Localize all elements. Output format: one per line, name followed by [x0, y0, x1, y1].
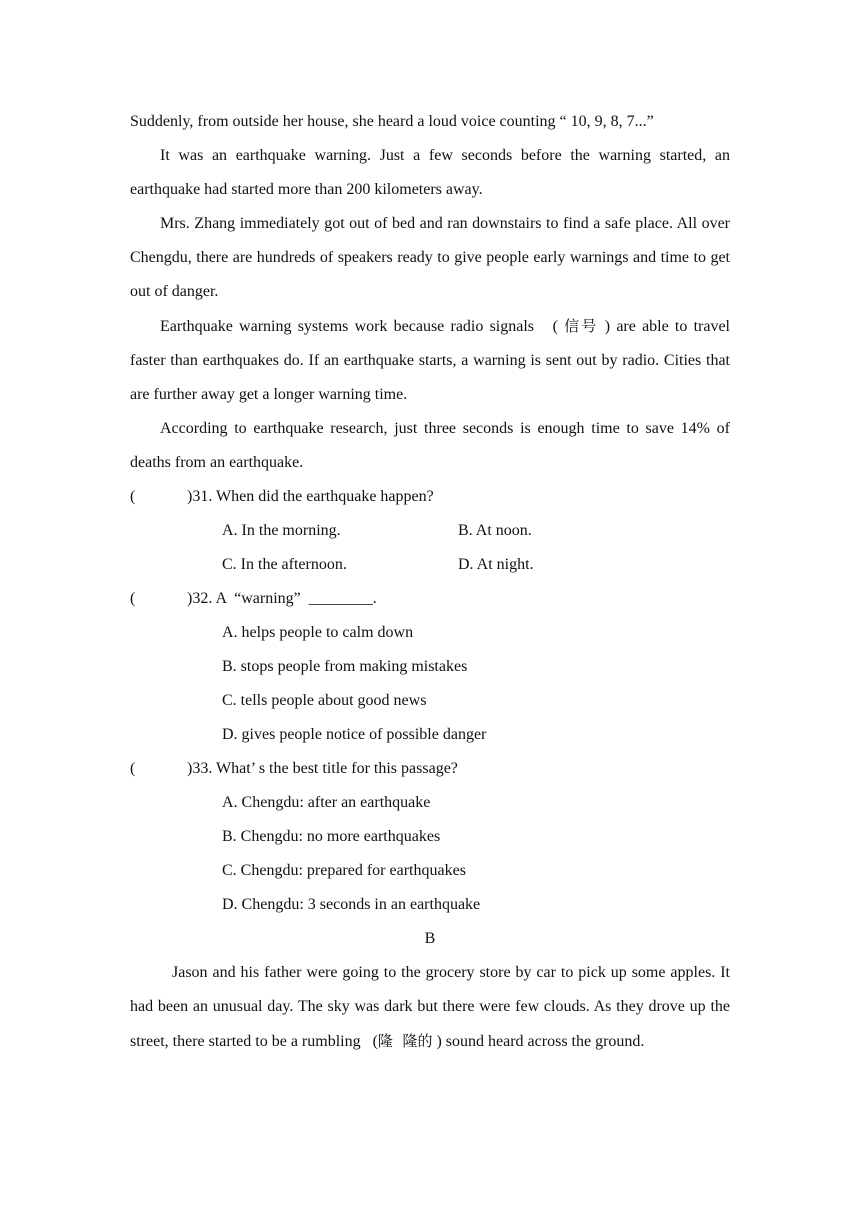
answer-blank[interactable]: ( — [130, 488, 136, 505]
question-31-options-row-2 — [130, 548, 730, 582]
question-31-options-row-1 — [130, 514, 730, 548]
passage-b-paragraph-1 — [130, 956, 730, 1059]
section-heading-b: B — [424, 930, 436, 947]
answer-blank[interactable]: ( — [130, 760, 136, 777]
option-b: B. stops people from making mistakes — [222, 658, 468, 675]
option-b: B. At noon. — [458, 522, 532, 539]
paragraph-b-text-end: ) sound heard across the ground. — [432, 1033, 645, 1050]
paragraph-4-text-start: Earthquake warning systems work because radio signals ( — [160, 318, 565, 335]
option-b: B. Chengdu: no more earthquakes — [222, 828, 441, 845]
question-33 — [130, 752, 730, 786]
passage-a-paragraph-4 — [130, 309, 730, 412]
answer-blank[interactable]: ( — [130, 590, 136, 607]
option-a: A. helps people to calm down — [222, 624, 414, 641]
document-content — [130, 105, 730, 1059]
option-d: D. Chengdu: 3 seconds in an earthquake — [222, 896, 481, 913]
option-a: A. Chengdu: after an earthquake — [222, 794, 431, 811]
passage-a-line-1: Suddenly, from outside her house, she heard a loud voice counting “ 10, 9, 8, 7...” — [130, 113, 654, 130]
option-c: C. tells people about good news — [222, 692, 427, 709]
question-stem: )33. What’ s the best title for this passage? — [187, 760, 458, 777]
passage-a-paragraph-3: Mrs. Zhang immediately got out of bed and ran downstairs to find a safe place. All over Chengdu, there are hundreds of speakers ready to give people early warnings and time to get out of danger. — [130, 215, 730, 300]
option-d: D. At night. — [458, 556, 534, 573]
question-31 — [130, 480, 730, 514]
question-stem: )32. A “warning” ________. — [187, 590, 377, 607]
option-d: D. gives people notice of possible danger — [222, 726, 487, 743]
paragraph-b-text-start: Jason and his father were going to the grocery store by car to pick up some apples. It had been an unusual day. The sky was dark but there were few clouds. As they drove up the street, there started to be a rumbling ( — [130, 964, 730, 1050]
paragraph-4-text-end: ) are able to travel faster than earthquakes do. If an earthquake starts, a warning is sent out by radio. Cities that are further away get a longer warning time. — [130, 318, 730, 403]
passage-a-paragraph-2: It was an earthquake warning. Just a few seconds before the warning started, an earthquake had started more than 200 kilometers away. — [130, 147, 730, 198]
passage-a-paragraph-5: According to earthquake research, just three seconds is enough time to save 14% of deaths from an earthquake. — [130, 420, 730, 471]
chinese-gloss-rumbling: 隆 隆的 — [377, 1032, 433, 1050]
option-c: C. Chengdu: prepared for earthquakes — [222, 862, 466, 879]
option-c: C. In the afternoon. — [222, 556, 347, 573]
chinese-gloss-signals: 信号 — [564, 317, 599, 335]
question-32 — [130, 582, 730, 616]
option-a: A. In the morning. — [222, 522, 341, 539]
question-stem: )31. When did the earthquake happen? — [187, 488, 434, 505]
